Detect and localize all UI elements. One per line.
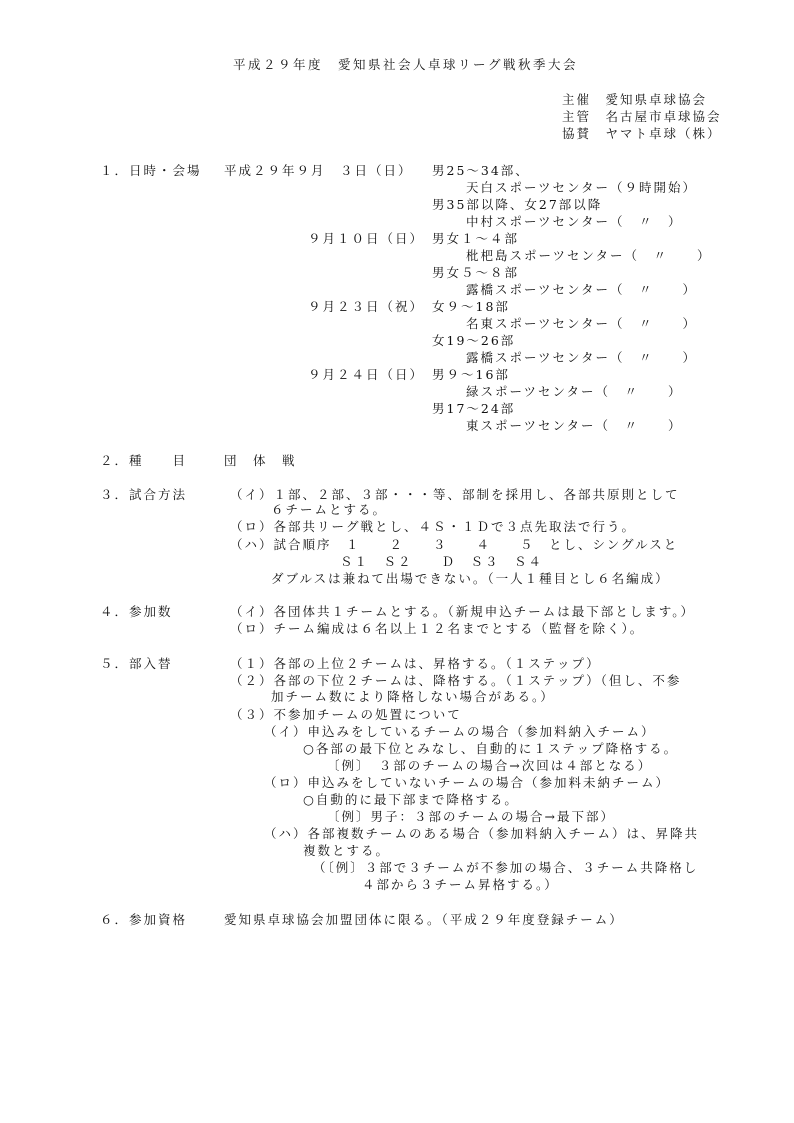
section5-line: 〔例〕 ３部のチームの場合→次回は４部となる） — [327, 758, 653, 773]
section4-line: （イ）各団体共１チームとする。（新規申込チームは最下部とします。） — [230, 604, 696, 619]
section5-line: 複数とする。 — [303, 843, 391, 858]
section5-line: ４部から３チーム昇格する。） — [362, 877, 559, 892]
section1-venue-line: 天白スポーツセンター（９時開始） — [466, 180, 698, 195]
section1-venue-line: 男９～16部 — [432, 367, 510, 382]
section1-venue-line: 緑スポーツセンター（ 〃 ） — [466, 384, 683, 399]
sponsor-cosponsor: 協賛 ヤマト卓球（株） — [562, 126, 722, 141]
section4-heading: ４．参加数 — [100, 604, 173, 619]
section3-heading: ３．試合方法 — [100, 487, 188, 502]
section3-line: ６チームとする。 — [271, 502, 388, 517]
section1-venue-line: 東スポーツセンター（ 〃 ） — [466, 418, 683, 433]
section1-venue-line: 男17～24部 — [432, 401, 516, 416]
section1-day3: ９月２３日（祝） — [308, 299, 425, 314]
section1-venue-line: 露橋スポーツセンター（ 〃 ） — [466, 350, 698, 365]
section1-venue-line: 中村スポーツセンター（ 〃 ） — [466, 214, 683, 229]
section3-line: Ｓ１ Ｓ２ Ｄ Ｓ３ Ｓ４ — [340, 554, 544, 569]
section2-heading: ２．種 目 — [100, 453, 188, 468]
section1-day1: 平成２９年９月 ３日（日） — [224, 163, 413, 178]
section5-line: （ロ）申込みをしていないチームの場合（参加料未納チーム） — [264, 775, 671, 790]
section1-venue-line: 男女１～４部 — [432, 231, 520, 246]
section3-line: ダブルスは兼ねて出場できない。（一人１種目とし６名編成） — [271, 571, 670, 586]
section2-value: 団 体 戦 — [224, 453, 297, 468]
section1-venue-line: 男女５～８部 — [432, 265, 520, 280]
section5-line: 〔例〕男子：３部のチームの場合→最下部） — [327, 809, 615, 824]
section6-value: 愛知県卓球協会加盟団体に限る。（平成２９年度登録チーム） — [224, 912, 624, 927]
sponsor-organizer: 主管 名古屋市卓球協会 — [562, 109, 722, 124]
section5-line: （ハ）各部複数チームのある場合（参加料納入チーム）は、昇降共 — [264, 826, 700, 841]
section5-line: （１）各部の上位２チームは、昇格する。（１ステップ） — [230, 656, 601, 671]
section5-line: 加チーム数により降格しない場合がある。） — [271, 689, 555, 704]
section1-venue-line: 女９～18部 — [432, 299, 510, 314]
section5-line: （３）不参加チームの処置について — [230, 707, 462, 722]
section5-heading: ５．部入替 — [100, 656, 173, 671]
section1-venue-line: 枇杷島スポーツセンター（ 〃 ） — [466, 248, 712, 263]
section3-line: （ロ）各部共リーグ戦とし、４Ｓ・１Ｄで３点先取法で行う。 — [230, 519, 637, 534]
section1-venue-line: 名東スポーツセンター（ 〃 ） — [466, 316, 698, 331]
section4-line: （ロ）チーム編成は６名以上１２名までとする（監督を除く）。 — [230, 621, 645, 636]
section3-line: （ハ）試合順序 １ ２ ３ ４ ５ とし、シングルスと — [230, 537, 679, 552]
section5-line: （イ）申込みをしているチームの場合（参加料納入チーム） — [264, 724, 656, 739]
section5-line: ○各部の最下位とみなし、自動的に１ステップ降格する。 — [303, 741, 679, 756]
section3-line: （イ）１部、２部、３部・・・等、部制を採用し、各部共原則として — [230, 487, 680, 502]
section1-venue-line: 男25～34部、 — [432, 163, 530, 178]
section1-day2: ９月１０日（日） — [308, 231, 425, 246]
section1-venue-line: 露橋スポーツセンター（ 〃 ） — [466, 282, 698, 297]
section5-line: （２）各部の下位２チームは、降格する。（１ステップ）（但し、不参 — [230, 673, 682, 688]
section5-line: ○自動的に最下部まで降格する。 — [303, 792, 519, 807]
section1-heading: １．日時・会場 — [100, 163, 202, 178]
section1-venue-line: 女19～26部 — [432, 333, 516, 348]
page-title: 平成２９年度 愛知県社会人卓球リーグ戦秋季大会 — [233, 57, 579, 72]
section1-venue-line: 男35部以降、女27部以降 — [432, 197, 603, 212]
section5-line: （〔例〕３部で３チームが不参加の場合、３チーム共降格し — [313, 860, 699, 875]
sponsor-host: 主催 愛知県卓球協会 — [562, 92, 708, 107]
section6-heading: ６．参加資格 — [100, 912, 188, 927]
section1-day4: ９月２４日（日） — [308, 367, 425, 382]
